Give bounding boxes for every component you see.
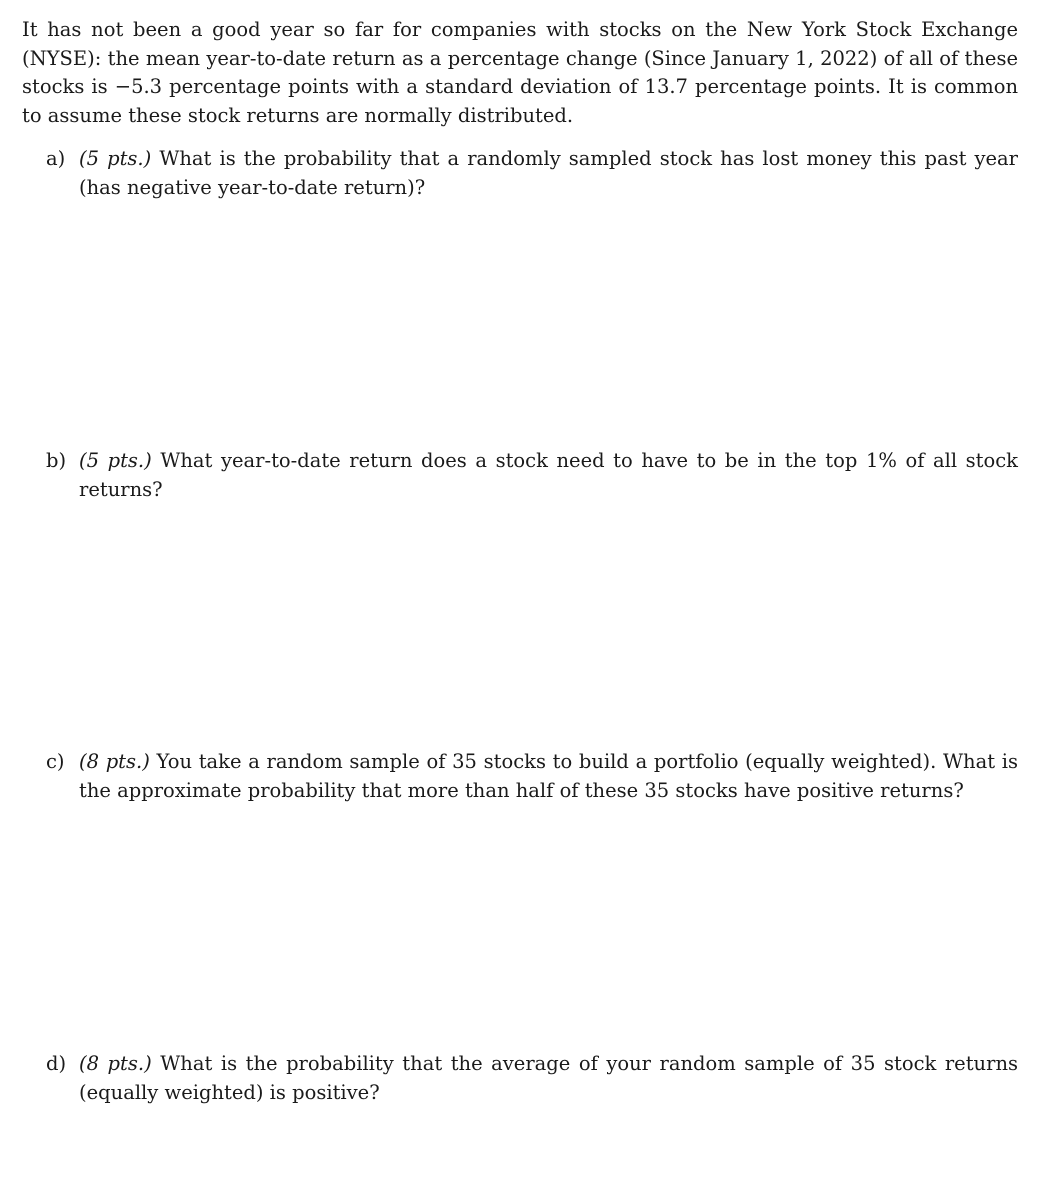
question-body [46,1050,1018,1107]
question-body [46,447,1018,504]
question-b [46,447,1018,504]
question-points: (8 pts.) [79,1052,152,1075]
question-d [46,1050,1018,1107]
question-label: d) [46,1052,67,1075]
question-points: (5 pts.) [79,449,152,472]
problem-intro: It has not been a good year so far for companies with stocks on the New York Stock Exchange (NYSE): the mean year-to-date return as a percentage change (Since January 1, 2022) of all of these stocks is −5.3 percentage points with a standard deviation of 13.7 percentage points. It is common to assume these stock returns are normally distributed. [22,18,1018,127]
question-text: You take a random sample of 35 stocks to build a portfolio (equally weighted). What is the approximate probability that more than half of these 35 stocks have positive returns? [79,750,1018,802]
question-label: a) [46,147,66,170]
question-body [46,748,1018,805]
question-text: What is the probability that a randomly sampled stock has lost money this past year (has negative year-to-date return)? [79,147,1018,199]
question-label: b) [46,449,67,472]
question-label: c) [46,750,65,773]
question-c [46,748,1018,805]
question-points: (5 pts.) [79,147,152,170]
question-points: (8 pts.) [79,750,150,773]
question-a [46,145,1018,202]
question-body [46,145,1018,202]
question-text: What year-to-date return does a stock need to have to be in the top 1% of all stock returns? [79,449,1019,501]
question-text: What is the probability that the average of your random sample of 35 stock returns (equally weighted) is positive? [79,1052,1019,1104]
